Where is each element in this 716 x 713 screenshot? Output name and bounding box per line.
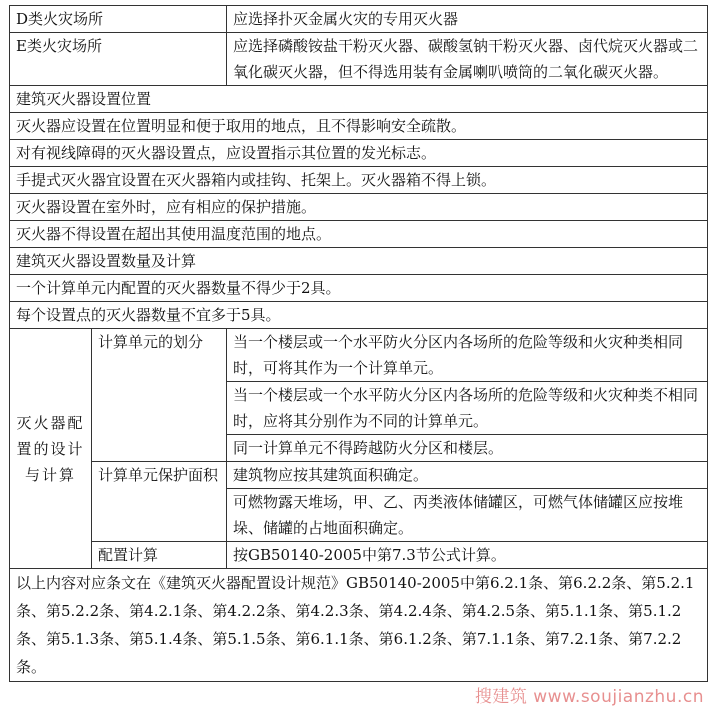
fire-extinguisher-table [9,5,708,682]
config-calc-value: 按GB50140-2005中第7.3节公式计算。 [227,542,708,569]
position-item: 灭火器应设置在位置明显和便于取用的地点，且不得影响安全疏散。 [10,113,708,140]
position-item: 手提式灭火器宜设置在灭火器箱内或挂钩、托架上。灭火器箱不得上锁。 [10,167,708,194]
d-class-value: 应选择扑灭金属火灾的专用灭火器 [227,6,708,33]
table-row [10,194,708,221]
table-row [10,275,708,302]
watermark: 搜建筑 www.soujianzhu.cn [474,687,704,707]
table-row [10,221,708,248]
protection-area-label: 计算单元保护面积 [92,462,227,542]
table-row [10,33,708,86]
table-row [10,569,708,682]
d-class-label: D类火灾场所 [10,6,227,33]
position-item: 对有视线障碍的灭火器设置点，应设置指示其位置的发光标志。 [10,140,708,167]
table-row [10,6,708,33]
table-row [10,140,708,167]
table-row [10,113,708,140]
table-row [10,542,708,569]
table-row [10,167,708,194]
e-class-value: 应选择磷酸铵盐干粉灭火器、碳酸氢钠干粉灭火器、卤代烷灭火器或二氧化碳灭火器，但不得选用装有金属喇叭喷筒的二氧化碳灭火器。 [227,33,708,86]
position-item: 灭火器不得设置在超出其使用温度范围的地点。 [10,221,708,248]
unit-division-label: 计算单元的划分 [92,329,227,462]
position-item: 灭火器设置在室外时，应有相应的保护措施。 [10,194,708,221]
protection-area-item: 可燃物露天堆场，甲、乙、丙类液体储罐区，可燃气体储罐区应按堆垛、储罐的占地面积确定。 [227,489,708,542]
quantity-item: 一个计算单元内配置的灭火器数量不得少于2具。 [10,275,708,302]
config-calc-label: 配置计算 [92,542,227,569]
footer-note: 以上内容对应条文在《建筑灭火器配置设计规范》GB50140-2005中第6.2.1条、第6.2.2条、第5.2.1条、第5.2.2条、第4.2.1条、第4.2.2条、第4.2.3条、第4.2.4条、第4.2.5条、第5.1.1条、第5.1.2条、第5.1.3条、第5.1.4条、第5.1.5条、第6.1.1条、第6.1.2条、第7.1.1条、第7.2.1条、第7.2.2条。 [10,569,708,682]
table-row [10,248,708,275]
unit-division-item: 当一个楼层或一个水平防火分区内各场所的危险等级和火灾种类相同时，可将其作为一个计算单元。 [227,329,708,382]
table-row [10,462,708,489]
table-row [10,302,708,329]
protection-area-item: 建筑物应按其建筑面积确定。 [227,462,708,489]
table-row [10,329,708,382]
quantity-heading: 建筑灭火器设置数量及计算 [10,248,708,275]
unit-division-item: 同一计算单元不得跨越防火分区和楼层。 [227,435,708,462]
table-row [10,86,708,113]
quantity-item: 每个设置点的灭火器数量不宜多于5具。 [10,302,708,329]
unit-division-item: 当一个楼层或一个水平防火分区内各场所的危险等级和火灾种类不相同时，应将其分别作为不同的计算单元。 [227,382,708,435]
design-label: 灭火器配置的设计与计算 [10,329,92,569]
position-heading: 建筑灭火器设置位置 [10,86,708,113]
e-class-label: E类火灾场所 [10,33,227,86]
